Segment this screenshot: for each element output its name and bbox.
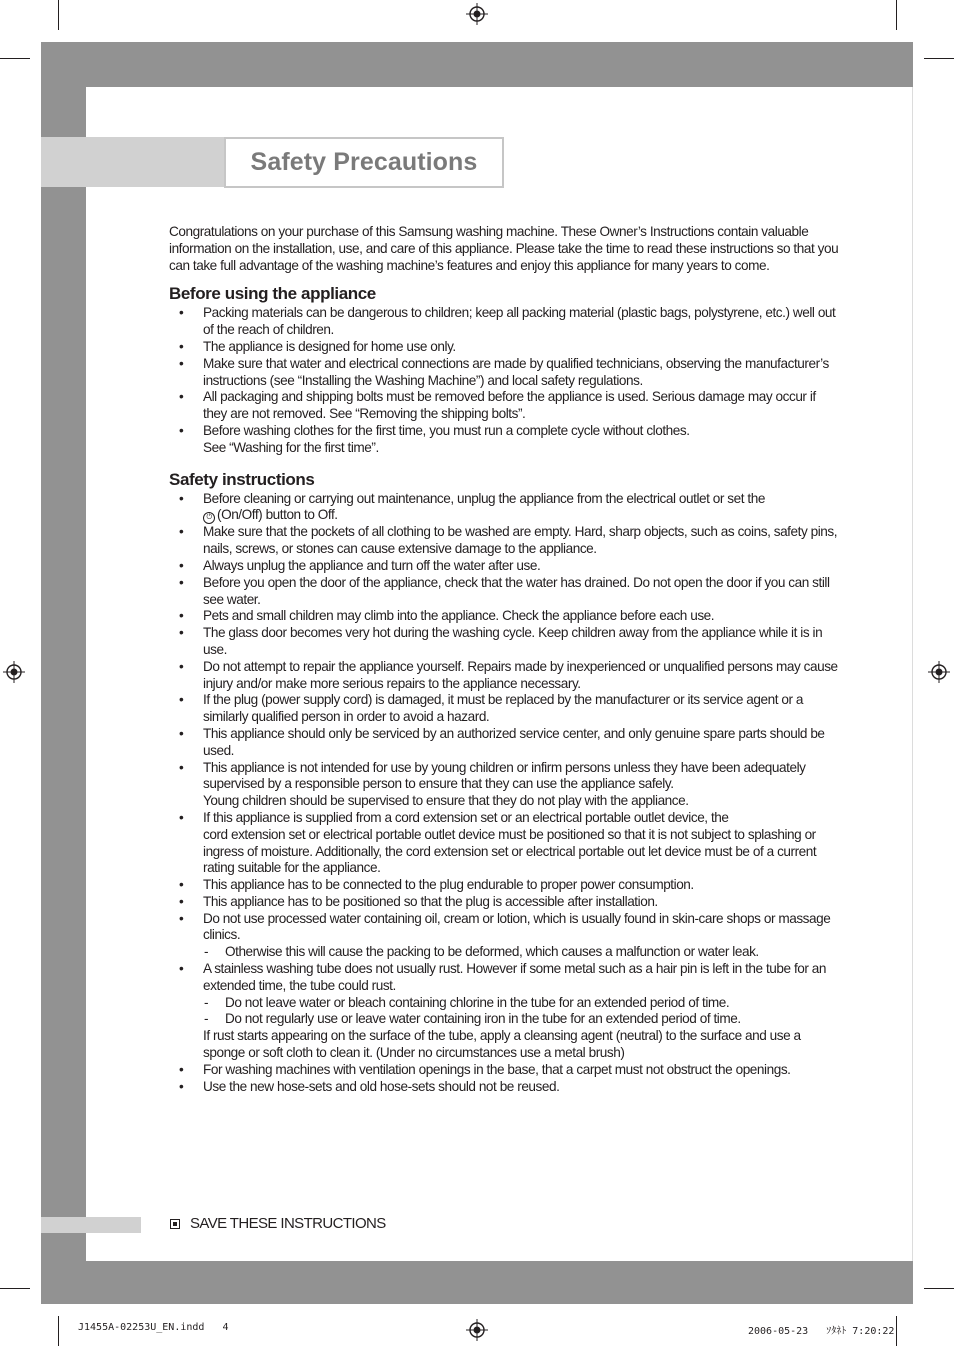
- crop-mark: [896, 1316, 897, 1346]
- intro-paragraph: Congratulations on your purchase of this Samsung washing machine. These Owner’s Instructions contain valuable information on the installation, use, and care of this appliance. Please take the time to read these instructions so that you can take full advantage of the washing machine’s features and enjoy this appliance for many years to come.: [169, 224, 839, 273]
- before-using-list: [169, 305, 841, 456]
- crop-mark: [0, 58, 30, 59]
- page-title: Safety Precautions: [250, 148, 478, 176]
- section-heading-before-using: Before using the appliance: [169, 284, 376, 304]
- footer-label: SAVE THESE INSTRUCTIONS: [190, 1215, 386, 1232]
- registration-mark-icon: [466, 3, 488, 25]
- page-number-square-icon: [170, 1219, 180, 1229]
- list-item: • All packaging and shipping bolts must be removed before the appliance is used. Serious damage may occur if they are not removed. See “Removing the shipping bolts”.: [169, 389, 841, 423]
- safety-list: [169, 491, 841, 1096]
- list-item: • Always unplug the appliance and turn off the water after use.: [169, 558, 841, 575]
- crop-mark: [58, 1316, 59, 1346]
- list-item: • Before washing clothes for the first time, you must run a complete cycle without clothes. See “Washing for the first time”.: [169, 423, 841, 457]
- list-item: • Use the new hose-sets and old hose-sets should not be reused.: [169, 1079, 841, 1096]
- crop-mark: [896, 0, 897, 30]
- crop-mark: [0, 1288, 30, 1289]
- list-item: • If this appliance is supplied from a cord extension set or an electrical portable outlet device, the cord extension set or electrical portable outlet device must be positioned so that it is not subject to splashing or ingress of moisture. Additionally, the cord extension set or electrical portable out let device must be of a current rating suitable for the appliance.: [169, 810, 841, 877]
- list-item: • Make sure that the pockets of all clothing to be washed are empty. Hard, sharp objects, such as coins, safety pins, nails, screws, or stones can cause extensive damage to the appliance.: [169, 524, 841, 558]
- main-content: [169, 224, 841, 1095]
- sub-list: [203, 944, 841, 961]
- list-item: • The appliance is designed for home use only.: [169, 339, 841, 356]
- list-item: • The glass door becomes very hot during the washing cycle. Keep children away from the appliance while it is in use.: [169, 625, 841, 659]
- sub-list: [203, 995, 841, 1029]
- sub-list-item: - Otherwise this will cause the packing to be deformed, which causes a malfunction or water leak.: [203, 944, 841, 961]
- footer-bar: [41, 1217, 141, 1233]
- crop-mark: [924, 58, 954, 59]
- sub-list-item: - Do not regularly use or leave water containing iron in the tube for an extended period of time.: [203, 1011, 841, 1028]
- list-item: • Make sure that water and electrical connections are made by qualified technicians, observing the manufacturer’s instructions (see “Installing the Washing Machine”) and local safety regulations.: [169, 356, 841, 390]
- list-item: • This appliance has to be positioned so that the plug is accessible after installation.: [169, 894, 841, 911]
- page-frame-right-line: [912, 87, 913, 1261]
- list-item: • Before you open the door of the appliance, check that the water has drained. Do not open the door if you can still see water.: [169, 575, 841, 609]
- page-frame-bottom: [41, 1261, 913, 1304]
- title-box: [224, 137, 504, 188]
- crop-mark: [58, 0, 59, 30]
- crop-mark: [924, 1288, 954, 1289]
- slug-timestamp: 2006-05-23 ｿﾀﾈﾄ 7:20:22: [748, 1326, 895, 1337]
- list-item: • For washing machines with ventilation openings in the base, that a carpet must not obstruct the openings.: [169, 1062, 841, 1079]
- list-item: • Pets and small children may climb into the appliance. Check the appliance before each use.: [169, 608, 841, 625]
- registration-mark-icon: [466, 1319, 488, 1341]
- list-item: • Before cleaning or carrying out maintenance, unplug the appliance from the electrical outlet or set the ⏻ (On/Off) button to Off.: [169, 491, 841, 525]
- sub-list-item: - Do not leave water or bleach containing chlorine in the tube for an extended period of time.: [203, 995, 841, 1012]
- registration-mark-icon: [3, 661, 25, 683]
- list-item: • If the plug (power supply cord) is damaged, it must be replaced by the manufacturer or its service agent or a similarly qualified person in order to avoid a hazard.: [169, 692, 841, 726]
- section-heading-safety: Safety instructions: [169, 469, 315, 489]
- slug-file-name: J1455A-02253U_EN.indd 4: [78, 1322, 229, 1333]
- list-item: • This appliance is not intended for use by young children or infirm persons unless they have been adequately supervised by a responsible person to ensure that they can use the appliance safely. Young children should be supervised to ensure that they do not play with the appliance.: [169, 760, 841, 810]
- registration-mark-icon: [928, 661, 950, 683]
- power-icon: ⏻: [203, 512, 215, 524]
- list-item: • A stainless washing tube does not usually rust. However if some metal such as a hair pin is left in the tube for an extended time, the tube could rust. - Do not leave water or bleach containing chlorine in the tube for an extended period of time. - Do not regularly use or leave water containing iron in the tube for an extended period of time. If rust starts appearing on the surface of the tube, apply a cleansing agent (neutral) to the surface and use a sponge or soft cloth to clean it. (Under no circumstances use a metal brush): [169, 961, 841, 1062]
- list-item: • This appliance has to be connected to the plug endurable to proper power consumption.: [169, 877, 841, 894]
- list-item: • Packing materials can be dangerous to children; keep all packing material (plastic bags, polystyrene, etc.) well out of the reach of children.: [169, 305, 841, 339]
- list-item: • Do not use processed water containing oil, cream or lotion, which is usually found in skin-care shops or massage clinics. - Otherwise this will cause the packing to be deformed, which causes a malfunction or water leak.: [169, 911, 841, 961]
- title-band: [41, 137, 225, 187]
- list-item: • This appliance should only be serviced by an authorized service center, and only genuine spare parts should be used.: [169, 726, 841, 760]
- page-frame-left: [41, 42, 86, 1304]
- page-frame-top: [41, 42, 913, 87]
- list-item: • Do not attempt to repair the appliance yourself. Repairs made by inexperienced or unqualified persons may cause injury and/or make more serious repairs to the appliance necessary.: [169, 659, 841, 693]
